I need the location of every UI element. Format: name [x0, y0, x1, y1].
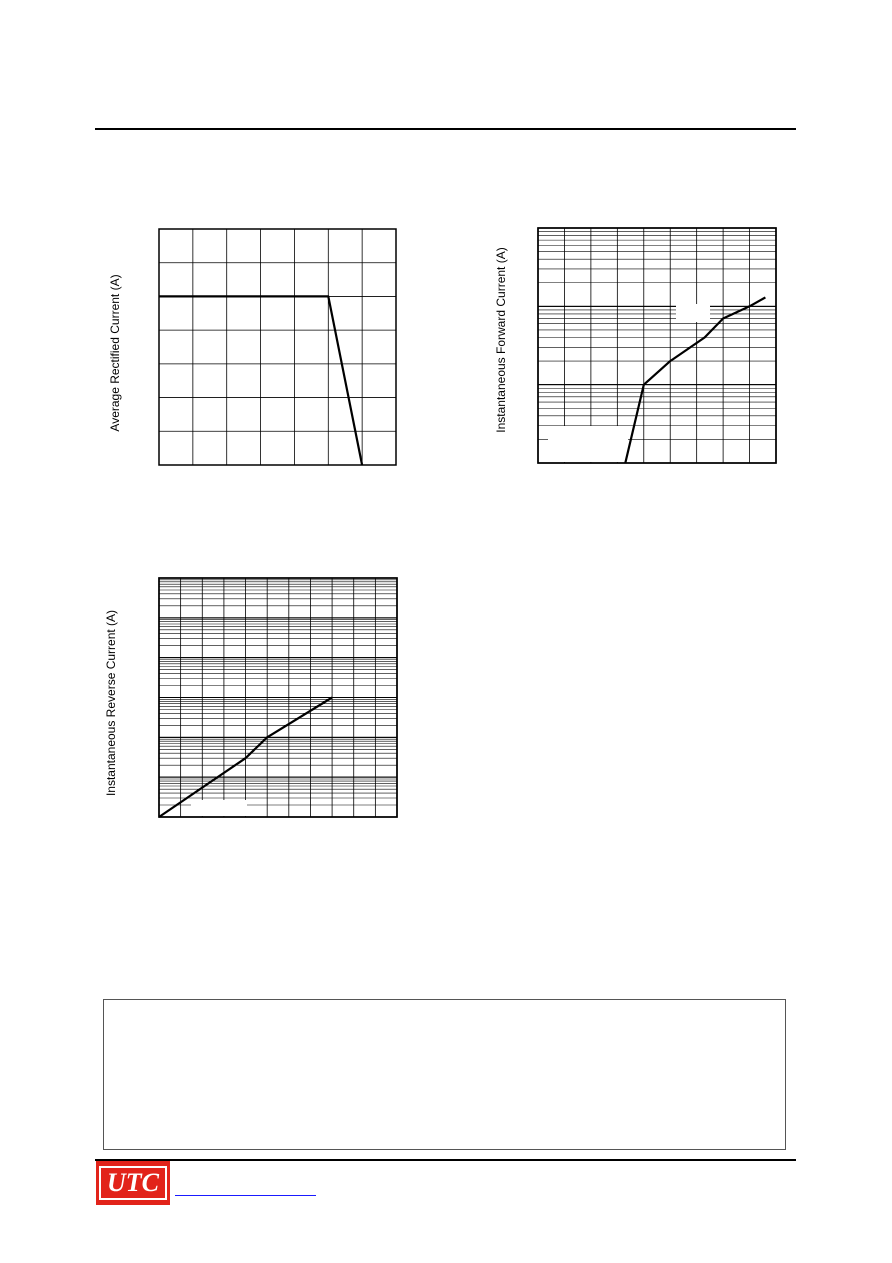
- label-backdrop: [191, 800, 247, 816]
- label-backdrop: [676, 304, 710, 322]
- chart2-ylabel: Instantaneous Forward Current (A): [494, 247, 508, 433]
- utc-logo-text: UTC: [99, 1166, 167, 1200]
- header-rule: [95, 128, 796, 130]
- chart3-ylabel: Instantaneous Reverse Current (A): [104, 609, 118, 797]
- notice-box: [103, 999, 786, 1150]
- average-rectified-current-chart: [159, 229, 396, 465]
- footer-rule: [95, 1159, 796, 1161]
- label-backdrop: [548, 426, 628, 462]
- chart1-ylabel: Average Rectified Current (A): [108, 274, 122, 432]
- utc-logo: [96, 1161, 170, 1205]
- plot-frame: [159, 229, 396, 465]
- forward-current-chart: [538, 228, 776, 463]
- reverse-current-chart: [159, 578, 397, 817]
- website-link[interactable]: [175, 1195, 316, 1196]
